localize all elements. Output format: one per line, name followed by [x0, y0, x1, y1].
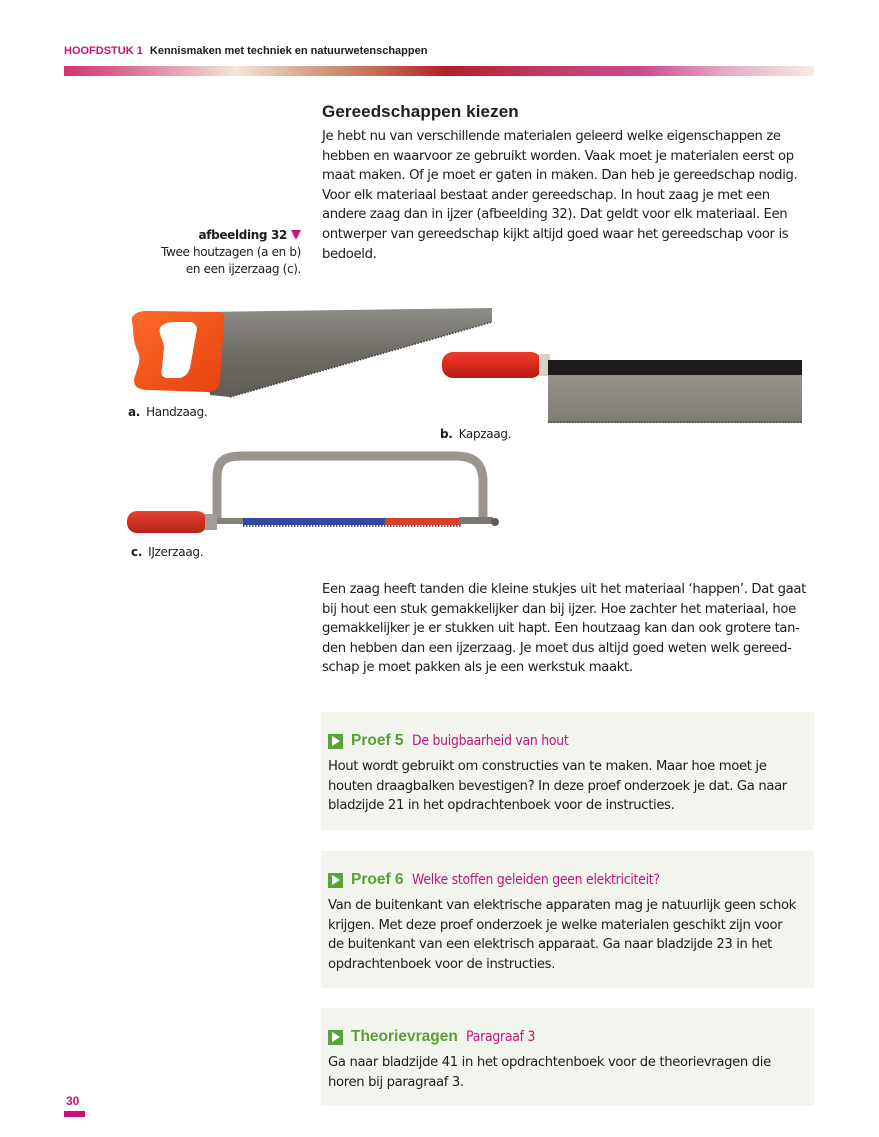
section-title: Gereedschappen kiezen: [322, 102, 519, 121]
caption-line: en een ijzerzaag (c).: [185, 262, 301, 276]
chapter-title: Kennismaken met techniek en natuurwetenschappen: [149, 45, 428, 57]
caption-line: Twee houtzagen (a en b): [161, 245, 301, 259]
text-line: krijgen. Met deze proef onderzoek je welke materialen geschikt zijn voor: [328, 917, 783, 933]
text-line: bedoeld.: [322, 246, 377, 262]
text-line: Ga naar bladzijde 41 in het opdrachtenboek voor de theorievragen die: [328, 1055, 771, 1070]
text-line: schap je moet pakken als je een werkstuk maakt.: [322, 660, 633, 676]
text-line: Je hebt nu van verschillende materialen geleerd welke eigenschappen ze: [322, 129, 781, 144]
text-line: maat maken. Of je moet er gaten in maken. Dan heb je gereedschap nodig.: [322, 168, 798, 184]
text-line: de buitenkant van een elektrisch apparaat. Ga naar bladzijde 23 in het: [328, 937, 772, 953]
box-heading: [328, 732, 594, 750]
figure-item-b: [440, 427, 511, 441]
text-line: hebben en waarvoor ze gebruikt worden. Vaak moet je materialen eerst op: [322, 148, 794, 164]
figure-label: afbeelding 32: [198, 228, 287, 242]
experiment-box-proef-6: [321, 851, 814, 988]
text-line: gemakkelijker je er stukken uit hapt. Een houtzaag kan dan ook grotere tan-: [322, 621, 800, 637]
page-number: 30: [66, 1094, 80, 1108]
box-subtitle: Welke stoffen geleiden geen elektriciteit?: [411, 872, 660, 888]
body-paragraph: [322, 580, 822, 678]
box-text: [328, 757, 814, 816]
text-line: Van de buitenkant van elektrische apparaten mag je natuurlijk geen schok: [328, 898, 796, 913]
item-letter: a.: [128, 405, 141, 419]
figure-item-a: [128, 405, 207, 419]
play-icon: [328, 1030, 343, 1045]
box-heading: [328, 1028, 546, 1046]
box-subtitle: De buigbaarheid van hout: [411, 733, 569, 749]
box-kind: Proef 5: [351, 732, 404, 749]
text-line: horen bij paragraaf 3.: [328, 1074, 464, 1090]
theory-questions-box: [321, 1008, 814, 1106]
text-line: Een zaag heeft tanden die kleine stukjes uit het materiaal ‘happen’. Dat gaat: [322, 582, 806, 597]
text-line: Hout wordt gebruikt om constructies van te maken. Maar hoe moet je: [328, 759, 767, 774]
box-kind: Theorievragen: [351, 1028, 458, 1045]
box-heading: [328, 871, 700, 889]
text-line: den hebben dan een ijzerzaag. Je moet dus altijd goed weten welk gereed-: [322, 640, 792, 656]
running-header: [64, 45, 427, 57]
play-icon: [328, 873, 343, 888]
text-line: bladzijde 21 in het opdrachtenboek voor de instructies.: [328, 798, 675, 814]
item-name: Kapzaag.: [458, 427, 512, 441]
backsaw-image: [440, 350, 805, 425]
header-color-band: [64, 66, 814, 76]
text-line: ontwerper van gereedschap kijkt altijd goed waar het gereedschap voor is: [322, 226, 789, 242]
box-text: [328, 1053, 814, 1092]
text-line: andere zaag dan in ijzer (afbeelding 32). Dat geldt voor elk materiaal. Een: [322, 207, 788, 223]
experiment-box-proef-5: [321, 712, 814, 830]
triangle-down-icon: [291, 230, 301, 240]
item-name: IJzerzaag.: [148, 545, 204, 559]
text-line: Voor elk materiaal bestaat ander gereedschap. In hout zaag je met een: [322, 187, 770, 203]
box-subtitle: Paragraaf 3: [465, 1029, 535, 1045]
box-text: [328, 896, 814, 974]
chapter-label: HOOFDSTUK 1: [64, 45, 143, 57]
item-letter: c.: [131, 545, 143, 559]
play-icon: [328, 734, 343, 749]
intro-paragraph: [322, 127, 822, 264]
figure-item-c: [131, 545, 203, 559]
item-letter: b.: [440, 427, 453, 441]
item-name: Handzaag.: [146, 405, 208, 419]
text-line: houten draagbalken bevestigen? In deze proef onderzoek je dat. Ga naar: [328, 778, 787, 794]
text-line: bij hout een stuk gemakkelijker dan bij ijzer. Hoe zachter het materiaal, hoe: [322, 601, 796, 617]
text-line: opdrachtenboek voor de instructies.: [328, 956, 556, 972]
page-number-bar: [64, 1111, 85, 1117]
figure-caption: [120, 227, 301, 278]
hacksaw-image: [125, 448, 505, 538]
box-kind: Proef 6: [351, 871, 404, 888]
